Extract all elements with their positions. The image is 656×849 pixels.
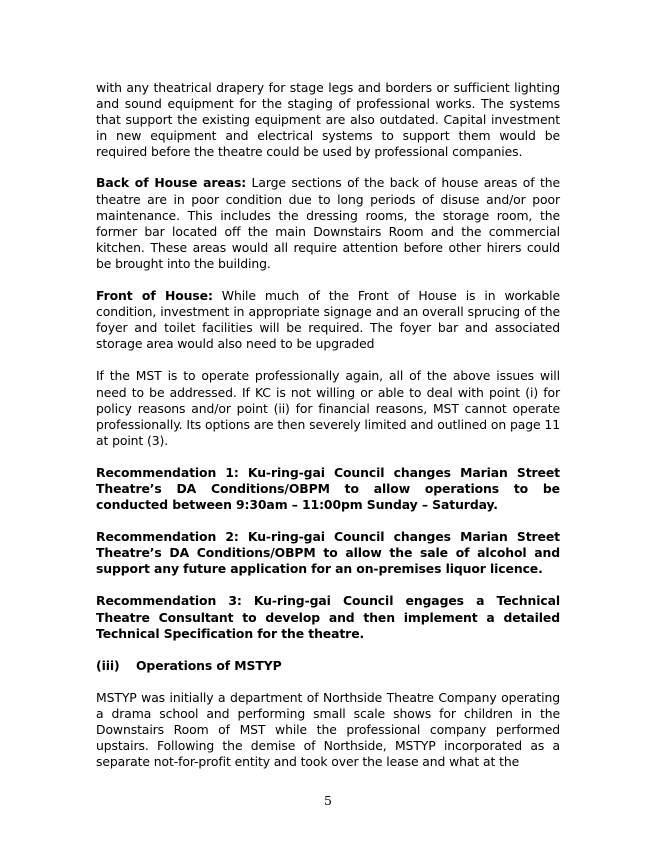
- document-body: [96, 80, 560, 786]
- paragraph-back-of-house: [96, 175, 560, 272]
- page-number: 5: [324, 793, 332, 808]
- section-number: (iii): [96, 657, 120, 673]
- recommendation-2: Recommendation 2: Ku-ring-gai Council changes Marian Street Theatre’s DA Conditions/OBPM to allow the sale of alcohol and support any future application for an on-premises liquor licence.: [96, 529, 560, 577]
- section-heading: [96, 658, 560, 674]
- paragraph-professional-operation: If the MST is to operate professionally again, all of the above issues will need to be addressed. If KC is not willing or able to deal with point (i) for policy reasons and/or point (ii) for financial reasons, MST cannot operate professionally. Its options are then severely limited and outlined on page 11 at point (3).: [96, 368, 560, 448]
- recommendation-3: Recommendation 3: Ku-ring-gai Council engages a Technical Theatre Consultant to develop and then implement a detailed Technical Specification for the theatre.: [96, 593, 560, 641]
- back-of-house-text: Large sections of the back of house areas of the theatre are in poor condition due to long periods of disuse and/or poor maintenance. This includes the dressing rooms, the storage room, the former bar located off the main Downstairs Room and the commercial kitchen. These areas would all require attention before other hirers could be brought into the building.: [96, 175, 560, 271]
- front-of-house-label: Front of House:: [96, 288, 213, 304]
- recommendation-1: Recommendation 1: Ku-ring-gai Council changes Marian Street Theatre’s DA Conditions/OBPM to allow operations to be conducted between 9:30am – 11:00pm Sunday – Saturday.: [96, 464, 560, 513]
- paragraph-front-of-house: [96, 288, 560, 352]
- section-title: Operations of MSTYP: [136, 657, 282, 673]
- front-of-house-text: While much of the Front of House is in workable condition, investment in appropriate signage and an overall sprucing of the foyer and toilet facilities will be required. The foyer bar and associated storage area would also need to be upgraded: [96, 288, 560, 352]
- back-of-house-label: Back of House areas:: [96, 175, 247, 191]
- paragraph-mstyp: MSTYP was initially a department of Northside Theatre Company operating a drama school and performing small scale shows for children in the Downstairs Room of MST while the professional company performed upstairs. Following the demise of Northside, MSTYP incorporated as a separate not-for-profit entity and took over the lease and what at the: [96, 689, 560, 770]
- paragraph-equipment: with any theatrical drapery for stage legs and borders or sufficient lighting and sound equipment for the staging of professional works. The systems that support the existing equipment are also outdated. Capital investment in new equipment and electrical systems to support them would be required before the theatre could be used by professional companies.: [96, 80, 560, 160]
